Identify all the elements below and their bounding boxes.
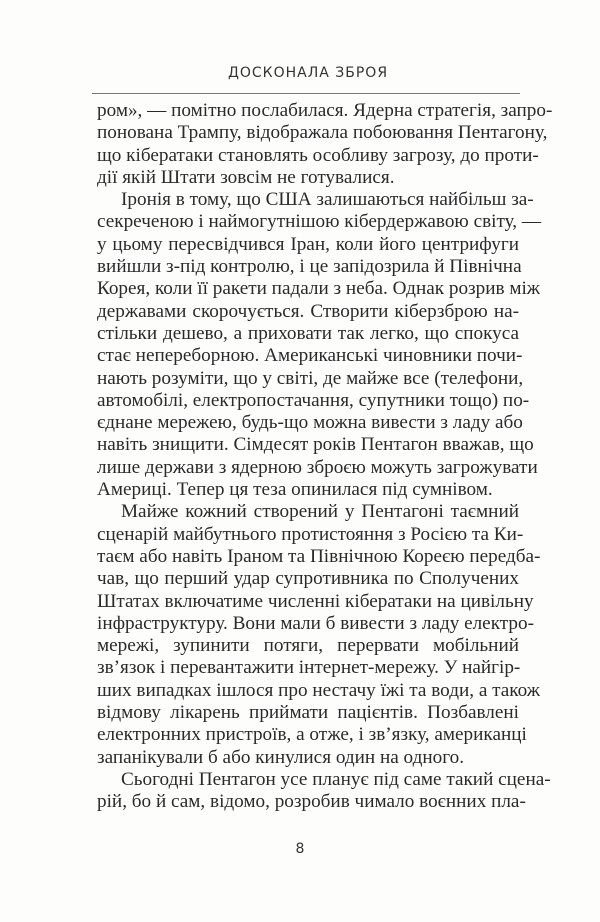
paragraph [97,501,541,769]
text-line: таєм або навіть Іраном та Північною Кореєю передба- [97,545,541,567]
text-line: запанікували б або кинулися один на одного. [97,746,464,768]
text-line: що кібератаки становлять особливу загрозу, до проти- [97,144,539,166]
text-line: зв’язок і перевантажити інтернет-мережу. У найгір- [97,657,521,679]
paragraph [97,189,542,501]
text-line: стає непереборною. Американські чиновники почи- [97,345,523,367]
text-line: дії якій Штати зовсім не готувалися. [97,166,395,188]
running-header: ДОСКОНАЛА ЗБРОЯ [227,65,389,81]
text-line: секреченою і наймогутнішою кібердержавою світу, — [97,211,542,233]
text-line: Сьогодні Пентагон усе планує під саме такий сцена- [121,768,551,790]
text-line: Майже кожний створений у Пентагоні таємний [121,501,519,523]
text-line: мережі, зупинити потяги, перервати мобільний [97,635,519,657]
text-line: понована Трампу, відображала побоювання Пентагону, [97,122,548,144]
text-line: ром», — помітно послабилася. Ядерна стратегія, запро- [97,100,553,121]
text-line: інфраструктуру. Вони мали б вивести з ладу електро- [97,612,534,634]
paragraph [97,768,551,814]
text-line: електронних пристроїв, а отже, і зв’язку, американці [97,724,527,746]
text-line: стільки дешево, а приховати так легко, що спокуса [97,322,519,344]
text-line: у цьому пересвідчився Іран, коли його центрифуги [97,233,519,255]
page-number: 8 [295,841,305,857]
text-line: державами скорочується. Створити кіберзброю на- [97,300,519,322]
text-line: сценарій майбутнього протистояння з Росією та Ки- [97,523,524,545]
text-line: Іронія в тому, що США залишаються найбільш за- [121,189,534,211]
text-line: відмову лікарень приймати пацієнтів. Позбавлені [97,702,519,724]
text-line: Корея, коли її ракети падали з неба. Однак розрив між [97,278,541,300]
text-line: Штатах включатиме численні кібератаки на цивільну [97,590,534,612]
page-body-text [97,100,553,814]
text-line: вийшли з-під контролю, і це запідозрила й Північна [97,256,522,278]
text-line: рій, бо й сам, відомо, розробив чимало воєнних пла- [97,791,526,813]
text-line: автомобілі, електропостачання, супутники тощо) по- [97,389,530,411]
text-line: ших випадках ішлося про нестачу їжі та води, а також [97,679,540,701]
text-line: чав, що перший удар супротивника по Сполучених [97,568,519,590]
paragraph [97,100,553,189]
text-line: єднане мережею, будь-що можна вивести з ладу або [97,412,523,434]
text-line: Америці. Тепер ця теза опинилася під сумнівом. [97,479,493,501]
text-line: лише держави з ядерною зброєю можуть загрожувати [97,456,538,478]
text-line: навіть знищити. Сімдесят років Пентагон вважав, що [97,434,534,456]
text-line: нають розуміти, що у світі, де майже все (телефони, [97,367,524,389]
header-rule [92,93,520,94]
